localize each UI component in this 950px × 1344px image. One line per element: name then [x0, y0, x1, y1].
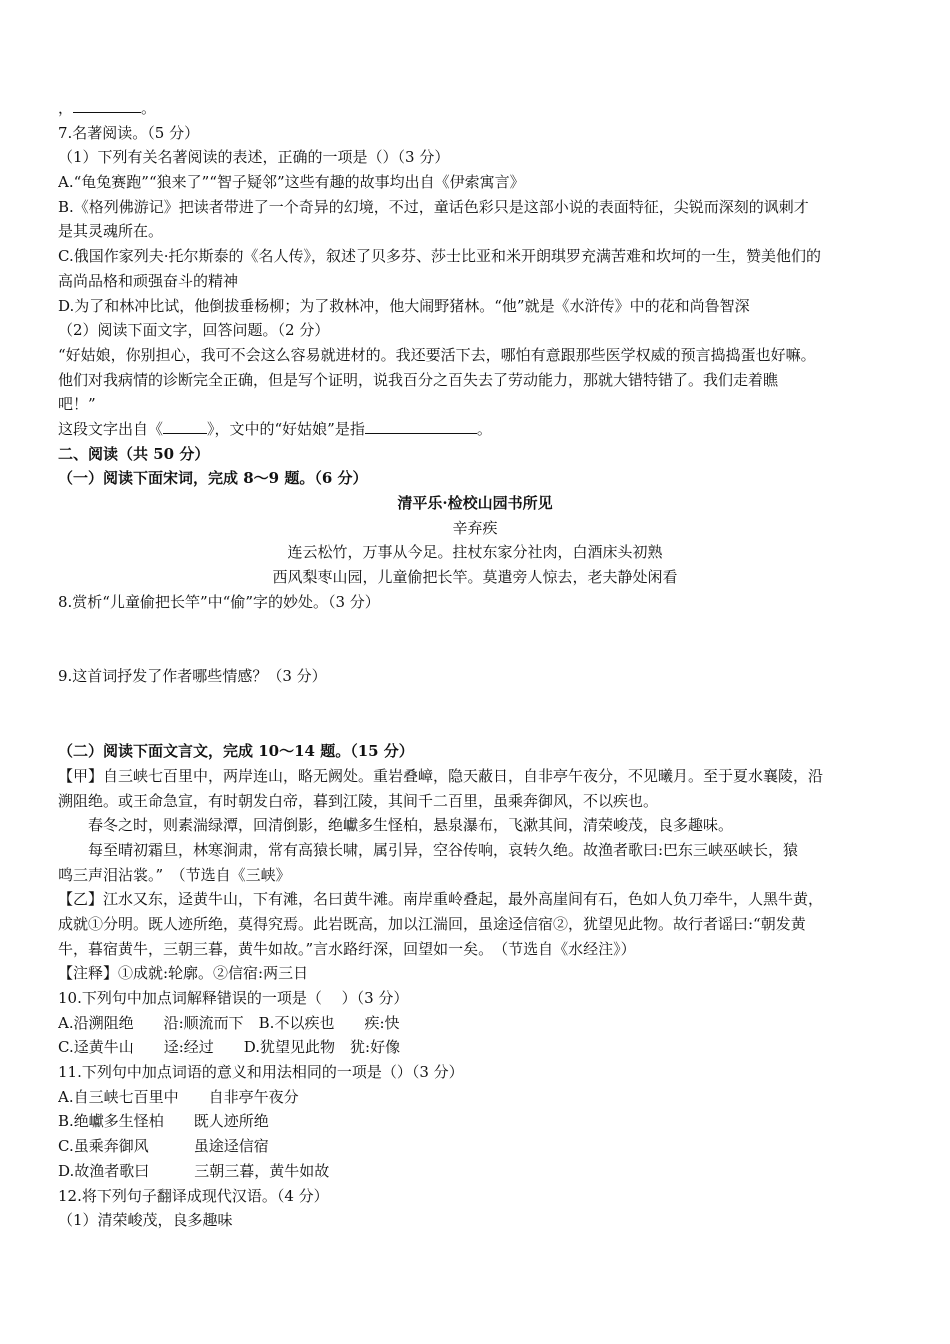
yi-line-1: 【乙】江水又东，迳黄牛山，下有滩，名曰黄牛滩。南岸重岭叠起，最外高崖间有石，色如人负刀牵牛，人黑牛黄， [58, 890, 824, 909]
question-12: 12.将下列句子翻译成现代汉语。（4 分） [58, 1186, 329, 1205]
answer-space-9[interactable] [58, 689, 892, 739]
yi-line-3: 牛，暮宿黄牛，三朝三暮，黄牛如故。”言水路纡深，回望如一矣。 （节选自《水经注》） [58, 939, 636, 958]
question-11-b: B.绝巘多生怪柏 既人迹所绝 [58, 1112, 269, 1131]
passage-line-3: 吧！” [58, 395, 96, 414]
option-d: D.为了和林冲比试，他倒拔垂杨柳；为了救林冲，他大闹野猪林。“他”就是《水浒传》中的花和尚鲁智深 [58, 296, 750, 315]
question-8: 8.赏析“儿童偷把长竿”中“偷”字的妙处。（3 分） [58, 592, 380, 611]
option-b-cont: 是其灵魂所在。 [58, 222, 164, 241]
jia-line-1: 【甲】自三峡七百里中，两岸连山，略无阙处。重岩叠嶂，隐天蔽日，自非亭午夜分，不见曦月。至于夏水襄陵，沿 [58, 766, 824, 785]
question-11: 11.下列句中加点词语的意义和用法相同的一项是（）（3 分） [58, 1063, 464, 1082]
question-7: 7.名著阅读。（5 分） [58, 123, 200, 142]
blank[interactable] [73, 96, 141, 113]
annotation: 【注释】①成就:轮廓。②信宿:两三日 [58, 964, 309, 983]
option-c: C.俄国作家列夫·托尔斯泰的《名人传》，叙述了贝多芬、莎士比亚和米开朗琪罗充满苦难和坎坷的一生，赞美他们的 [58, 247, 821, 266]
passage-line-1: “好姑娘，你别担心，我可不会这么容易就进材的。我还要活下去，哪怕有意跟那些医学权威的预言捣捣蛋也好嘛。 [58, 345, 816, 364]
yi-line-2: 成就①分明。既人迹所绝，莫得究焉。此岩既高，加以江湍回，虽途迳信宿②，犹望见此物。故行者谣曰:“朝发黄 [58, 914, 806, 933]
answer-line-prev: ， 。 [58, 96, 892, 121]
option-b: B.《格列佛游记》把读者带进了一个奇异的幻境，不过，童话色彩只是这部小说的表面特征，尖锐而深刻的讽刺才 [58, 197, 809, 216]
question-11-a: A.自三峡七百里中 自非亭午夜分 [58, 1087, 299, 1106]
option-a: A.“龟兔赛跑”“狼来了”“智子疑邻”这些有趣的故事均出自《伊索寓言》 [58, 173, 525, 192]
jia-line-3: 春冬之时，则素湍绿潭，回清倒影，绝巘多生怪柏，悬泉瀑布，飞漱其间，清荣峻茂，良多趣味。 [88, 816, 734, 835]
question-10-cd: C.迳黄牛山 迳:经过 D.犹望见此物 犹:好像 [58, 1038, 401, 1057]
poem-line-2: 西风梨枣山园，儿童偷把长竿。莫遣旁人惊去，老夫静处闲看 [272, 568, 678, 587]
blank-book[interactable] [163, 417, 207, 434]
poem-author: 辛弃疾 [452, 518, 498, 537]
subsection-1-heading: （一）阅读下面宋词，完成 8～9 题。（6 分） [58, 469, 368, 488]
jia-line-4: 每至晴初霜旦，林寒涧肃，常有高猿长啸，属引异，空谷传响，哀转久绝。故渔者歌曰:巴东三峡巫峡长，猿 [88, 840, 799, 859]
poem-title: 清平乐·检校山园书所见 [397, 494, 553, 512]
question-11-c: C.虽乘奔御风 虽途迳信宿 [58, 1137, 269, 1156]
question-9: 9.这首词抒发了作者哪些情感？（3 分） [58, 667, 327, 686]
answer-space-8[interactable] [58, 614, 892, 664]
question-7-2: （2）阅读下面文字，回答问题。（2 分） [58, 321, 330, 340]
question-12-1: （1）清荣峻茂，良多趣味 [58, 1211, 233, 1230]
subsection-2-heading: （二）阅读下面文言文，完成 10～14 题。（15 分） [58, 742, 414, 761]
jia-line-2: 溯阻绝。或王命急宣，有时朝发白帝，暮到江陵，其间千二百里，虽乘奔御风，不以疾也。 [58, 791, 659, 810]
question-7-1: （1）下列有关名著阅读的表述，正确的一项是（）（3 分） [58, 148, 450, 167]
poem-line-1: 连云松竹，万事从今足。拄杖东家分社肉，白酒床头初熟 [287, 543, 663, 562]
section-2-heading: 二、阅读（共 50 分） [58, 444, 210, 463]
question-10: 10.下列句中加点词解释错误的一项是（ ）（3 分） [58, 989, 409, 1007]
passage-line-2: 他们对我病情的诊断完全正确，但是写个证明，说我百分之百失去了劳动能力，那就大错特错了。我们走着瞧 [58, 370, 779, 389]
jia-line-5: 鸣三声泪沾裳。” （节选自《三峡》 [58, 865, 291, 884]
question-11-d: D.故渔者歌曰 三朝三暮，黄牛如故 [58, 1161, 330, 1180]
question-7-fill: 这段文字出自《 》，文中的“好姑娘”是指 。 [58, 417, 892, 442]
question-10-ab: A.沿溯阻绝 沿:顺流而下 B.不以疾也 疾:快 [58, 1013, 400, 1032]
blank-person[interactable] [365, 417, 477, 434]
option-c-cont: 高尚品格和顽强奋斗的精神 [58, 271, 239, 290]
